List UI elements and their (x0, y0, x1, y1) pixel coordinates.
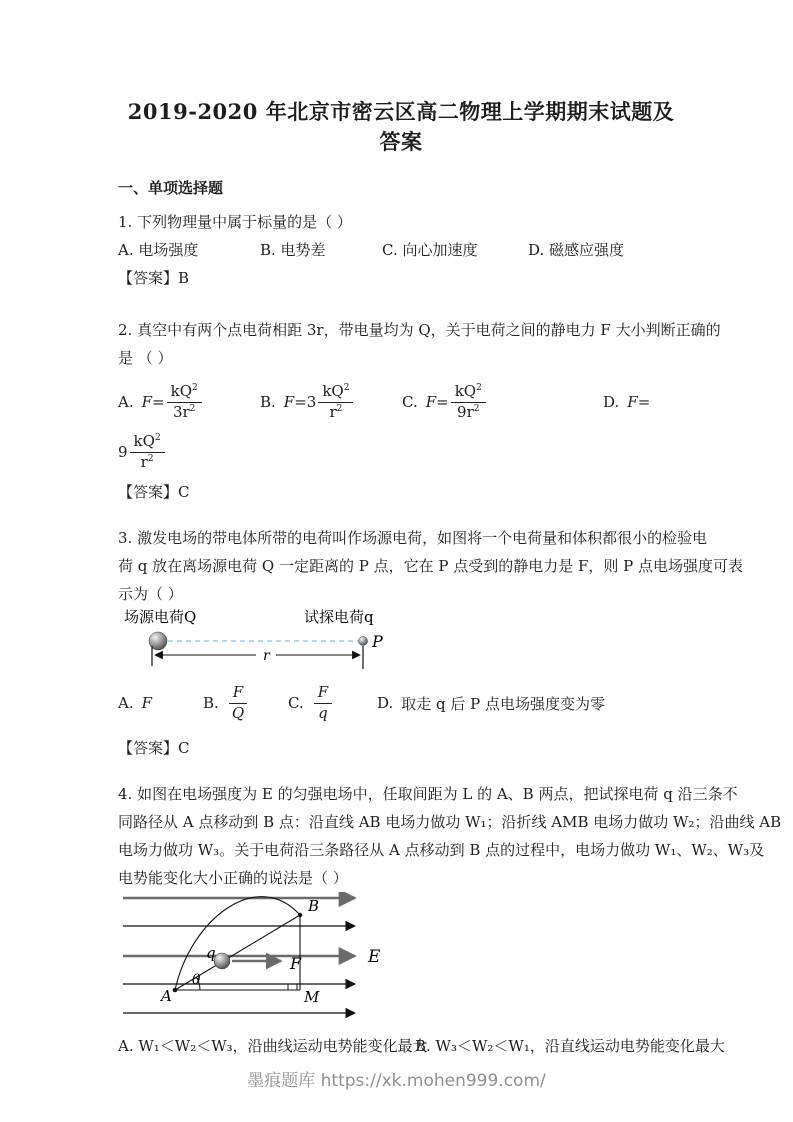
option-label: D. (603, 393, 620, 411)
fraction (130, 433, 165, 471)
option-label: D. (377, 694, 394, 712)
footer-link[interactable]: 墨痕题库 https://xk.mohen999.com/ (247, 1071, 546, 1091)
variable-f: F (627, 393, 638, 411)
fraction-denominator: $9r^2$ (457, 402, 480, 421)
point-b-dot (298, 913, 303, 918)
q3-stem-line1: 3. 激发电场的带电体所带的电荷叫作场源电荷，如图将一个电荷量和体积都很小的检验电 (118, 529, 708, 547)
option-label: C. (402, 393, 418, 411)
q2-option-d (603, 376, 650, 428)
fraction-numerator: F (314, 684, 332, 703)
q2-answer: 【答案】C (118, 483, 190, 501)
fraction-denominator: $3r^2$ (172, 402, 196, 421)
equals-sign: = (637, 393, 651, 411)
fraction (314, 684, 332, 722)
q2-option-d-continuation (118, 428, 684, 476)
q1-answer: 【答案】B (118, 269, 190, 287)
page-footer (0, 1066, 793, 1091)
point-p-label: P (372, 632, 383, 651)
fraction (167, 383, 202, 421)
test-charge-label: 试探电荷q (304, 608, 374, 626)
option-label: B. (260, 393, 276, 411)
test-charge-ball (359, 637, 368, 646)
q1-options (118, 236, 684, 264)
q4-option-b: B. W₃＜W₂＜W₁，沿直线运动电势能变化最大 (415, 1037, 725, 1055)
section-heading: 一、单项选择题 (118, 179, 224, 197)
q3-option-b (203, 680, 249, 726)
fraction-denominator: $r^2$ (140, 452, 154, 471)
equals-sign: = (436, 393, 449, 411)
fraction (229, 684, 247, 722)
fraction-numerator: F (229, 684, 247, 703)
charge-q-label: q (206, 944, 216, 962)
q3-stem-line3: 示为（ ） (118, 585, 183, 603)
question-4 (118, 780, 782, 1060)
page-title: 2019-2020 年北京市密云区高二物理上学期期末试题及答案 (127, 99, 675, 154)
q4-stem-line1: 4. 如图在电场强度为 E 的匀强电场中，任取间距为 L 的 A、B 两点，把试探电荷 q 沿三条不 (118, 785, 738, 803)
right-angle-mark (288, 984, 297, 990)
equals-sign: = (152, 393, 165, 411)
option-label: B. (203, 694, 219, 712)
test-charge-ball (214, 953, 230, 969)
question-3 (118, 524, 744, 762)
variable-f: F (141, 694, 153, 712)
q3-charge-diagram (118, 608, 458, 672)
fraction-denominator: q (318, 703, 328, 722)
variable-f: F (283, 393, 295, 411)
angle-theta-label: θ (192, 972, 201, 988)
q4-stem-line3: 电场力做功 W₃。关于电荷沿三条路径从 A 点移动到 B 点的过程中，电场力做功 W₁、W₂、W₃及 (118, 841, 765, 859)
q4-stem-line2: 同路径从 A 点移动到 B 点：沿直线 AB 电场力做功 W₁；沿折线 AMB 电场力做功 W₂；沿曲线 AB (118, 813, 782, 831)
option-label: A. (118, 393, 134, 411)
fraction-numerator: $kQ^2$ (130, 433, 165, 452)
q1-option-b: B. 电势差 (260, 241, 326, 259)
force-f-label: F (290, 954, 302, 973)
equals-sign: = (294, 393, 307, 411)
q3-option-c (288, 680, 334, 726)
q2-options (118, 376, 684, 428)
q2-option-c (402, 376, 488, 428)
source-charge-label: 场源电荷Q (124, 608, 197, 626)
variable-f: F (141, 393, 153, 411)
q2-option-a (118, 376, 204, 428)
distance-r-label: r (263, 648, 270, 664)
fraction (451, 383, 486, 421)
coefficient: 9 (118, 443, 128, 461)
fraction-denominator: $r^2$ (329, 402, 343, 421)
q3-options (118, 680, 684, 726)
question-2 (118, 316, 721, 506)
point-b-label: B (308, 897, 320, 915)
fraction-denominator: Q (231, 703, 245, 722)
point-m-label: M (304, 988, 320, 1006)
option-text: 取走 q 后 P 点电场强度变为零 (401, 694, 606, 713)
field-e-label: E (368, 947, 381, 967)
q2-stem-line1: 2. 真空中有两个点电荷相距 3r，带电量均为 Q，关于电荷之间的静电力 F 大小判断正确的 (118, 321, 721, 339)
question-1 (118, 208, 684, 292)
fraction (318, 383, 353, 421)
q3-option-d (377, 680, 605, 726)
document-content (118, 0, 782, 1060)
q1-option-a: A. 电场强度 (118, 241, 199, 259)
q1-option-d: D. 磁感应强度 (528, 241, 625, 259)
q3-stem-line2: 荷 q 放在离场源电荷 Q 一定距离的 P 点，它在 P 点受到的静电力是 F，则 P 点电场强度可表 (118, 557, 744, 575)
q2-stem-line2: 是 （ ） (118, 349, 173, 367)
option-label: C. (288, 694, 304, 712)
q2-option-b (260, 376, 355, 428)
coefficient: 3 (306, 393, 317, 411)
variable-f: F (425, 393, 437, 411)
fraction-numerator: $kQ^2$ (318, 383, 353, 402)
point-a-dot (173, 988, 178, 993)
q4-options (118, 1032, 725, 1060)
q4-field-diagram (118, 892, 398, 1026)
q4-stem-line4: 电势能变化大小正确的说法是（ ） (118, 869, 348, 887)
q4-option-a: A. W₁＜W₂＜W₃，沿曲线运动电势能变化最大 (118, 1037, 428, 1055)
q3-answer: 【答案】C (118, 739, 190, 757)
q1-option-c: C. 向心加速度 (382, 241, 478, 259)
q3-option-a (118, 680, 152, 726)
option-label: A. (118, 694, 134, 712)
fraction-numerator: $kQ^2$ (167, 383, 202, 402)
point-a-label: A (161, 987, 172, 1005)
fraction-numerator: $kQ^2$ (451, 383, 486, 402)
q1-stem: 1. 下列物理量中属于标量的是（ ） (118, 213, 352, 231)
